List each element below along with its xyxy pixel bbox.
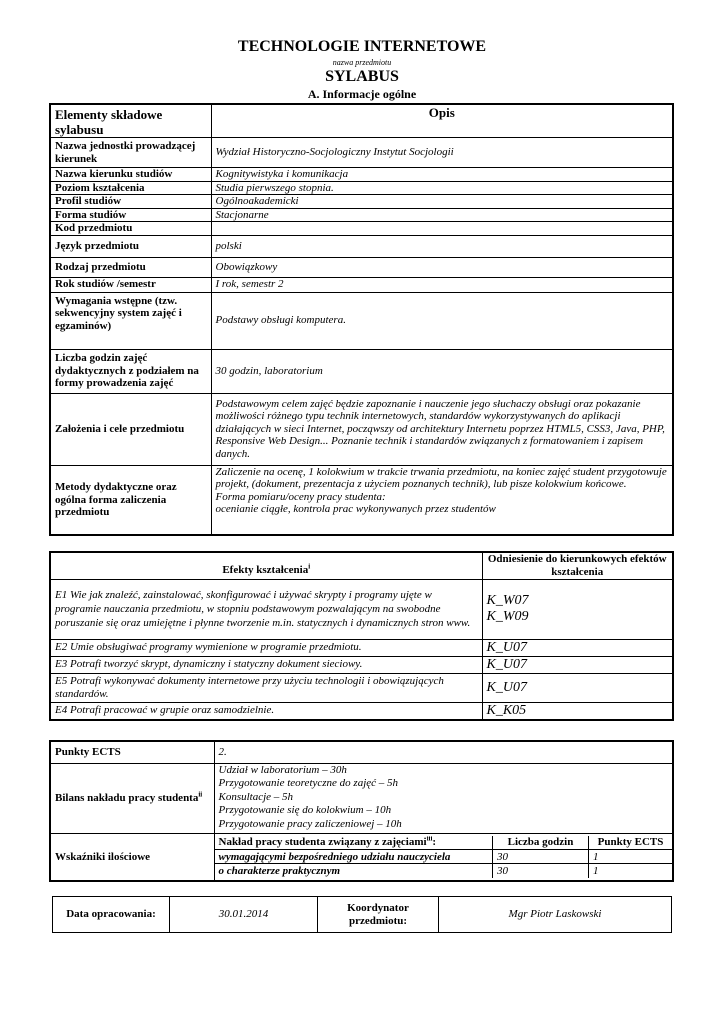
methods-line: Zaliczenie na ocenę, 1 kolokwium w trakcie trwania przedmiotu, na koniec zajęć student przygotowuje projekt, (dokument, prezentacja z użyciem poznanych technik), lub pisze kolokwium końcowe. xyxy=(215,465,667,490)
table-row xyxy=(50,222,673,236)
row-label: Nazwa jednostki prowadzącej kierunek xyxy=(50,138,211,168)
indicator-ects: 1 xyxy=(589,850,673,864)
row-label: Liczba godzin zajęć dydaktycznych z podziałem na formy prowadzenia zajęć xyxy=(50,349,211,393)
table-row xyxy=(215,864,673,878)
row-value: polski xyxy=(211,235,673,257)
subject-caption: nazwa przedmiotu xyxy=(332,58,392,67)
row-value: Stacjonarne xyxy=(211,208,673,222)
row-value: Ogólnoakademicki xyxy=(211,195,673,209)
table-row xyxy=(50,673,673,702)
table-row xyxy=(50,702,673,720)
outcome-ref: K_U07 xyxy=(482,673,673,702)
outcome-ref: K_U07 xyxy=(482,656,673,673)
indicator-hours: 30 xyxy=(493,864,589,878)
row-value xyxy=(211,222,673,236)
row-value: Studia pierwszego stopnia. xyxy=(211,181,673,195)
balance-label xyxy=(50,763,214,833)
ects-points-label: Punkty ECTS xyxy=(50,741,214,763)
table-row xyxy=(50,181,673,195)
indicators-header-text: Nakład pracy studenta związany z zajęciami xyxy=(218,836,427,849)
indicators-cell xyxy=(214,833,673,881)
row-label: Profil studiów xyxy=(50,195,211,209)
row-label: Język przedmiotu xyxy=(50,235,211,257)
indicators-header xyxy=(215,836,493,850)
methods-line: ocenianie ciągłe, kontrola prac wykonywanych przez studentów xyxy=(215,503,496,515)
indicator-label: wymagającymi bezpośredniego udziału nauczyciela xyxy=(215,850,493,864)
table-row xyxy=(215,850,673,864)
balance-item: Przygotowanie się do kolokwium – 10h xyxy=(218,804,392,816)
row-value: Podstawy obsługi komputera. xyxy=(211,292,673,349)
table-row xyxy=(50,393,673,465)
row-value xyxy=(211,465,673,535)
indicators-header-suffix: : xyxy=(432,836,437,849)
reference-header: Odniesienie do kierunkowych efektów kształcenia xyxy=(482,552,673,579)
outcome-ref: K_W07 xyxy=(486,593,529,608)
table-row xyxy=(50,208,673,222)
indicators-table xyxy=(215,836,673,878)
row-label: Rodzaj przedmiotu xyxy=(50,257,211,277)
col-elements-header: Elementy składowe sylabusu xyxy=(50,104,211,138)
table-row xyxy=(50,195,673,209)
section-a-heading: A. Informacje ogólne xyxy=(307,87,417,101)
outcome-ref: K_U07 xyxy=(482,639,673,656)
indicator-ects: 1 xyxy=(589,864,673,878)
table-row xyxy=(50,292,673,349)
footnote-ii: ii xyxy=(198,790,203,799)
table-row xyxy=(50,579,673,639)
row-label: Poziom kształcenia xyxy=(50,181,211,195)
effects-header xyxy=(50,552,482,579)
outcome-refs xyxy=(482,579,673,639)
table-row xyxy=(50,138,673,168)
balance-item: Konsultacje – 5h xyxy=(218,790,294,803)
date-value: 30.01.2014 xyxy=(170,897,318,933)
ects-table xyxy=(49,740,674,882)
table-row xyxy=(50,277,673,292)
table-row xyxy=(50,656,673,673)
date-label: Data opracowania: xyxy=(53,897,170,933)
ects-header: Punkty ECTS xyxy=(589,836,673,850)
row-label: Założenia i cele przedmiotu xyxy=(50,393,211,465)
outcomes-table xyxy=(49,551,674,721)
row-label: Wymagania wstępne (tzw. sekwencyjny system zajęć i egzaminów) xyxy=(50,292,211,349)
outcome-text: E4 Potrafi pracować w grupie oraz samodzielnie. xyxy=(50,702,482,720)
coordinator-value: Mgr Piotr Laskowski xyxy=(439,897,672,933)
row-value: I rok, semestr 2 xyxy=(211,277,673,292)
footnote-i: i xyxy=(308,562,311,571)
row-value: Wydział Historyczno-Socjologiczny Instytut Socjologii xyxy=(211,138,673,168)
table-row xyxy=(50,257,673,277)
table-row xyxy=(50,168,673,182)
indicators-label: Wskaźniki ilościowe xyxy=(50,833,214,881)
row-label: Kod przedmiotu xyxy=(50,222,211,236)
row-value: 30 godzin, laboratorium xyxy=(211,349,673,393)
row-label: Forma studiów xyxy=(50,208,211,222)
row-value: Obowiązkowy xyxy=(211,257,673,277)
subject-title: TECHNOLOGIE INTERNETOWE xyxy=(237,38,487,55)
ects-points-value: 2. xyxy=(214,741,673,763)
outcome-ref: K_W09 xyxy=(486,609,529,624)
doc-type-title: SYLABUS xyxy=(325,68,399,85)
hours-header: Liczba godzin xyxy=(493,836,589,850)
outcome-text: E5 Potrafi wykonywać dokumenty internetowe przy użyciu technologii i obowiązujących standardów. xyxy=(50,673,482,702)
row-value: Kognitywistyka i komunikacja xyxy=(211,168,673,182)
row-label: Rok studiów /semestr xyxy=(50,277,211,292)
balance-label-text: Bilans nakładu pracy studenta xyxy=(55,791,199,804)
table-row xyxy=(50,639,673,656)
table-row xyxy=(50,465,673,535)
row-value: Podstawowym celem zajęć będzie zapoznanie i nauczenie jego słuchaczy obsługi oraz pokazanie możliwości różnego typu technik internetowych, standardów wykorzystywanych do aplikacji działających w sieci Internet, począwszy od architektury Internetu poprzez HTML5, CSS3, Java, PHP, Responsive Web Design... Poznanie technik i standardów związanych z formatowaniem i zapisem danych. xyxy=(211,393,673,465)
indicator-hours: 30 xyxy=(493,850,589,864)
balance-item: Udział w laboratorium – 30h xyxy=(218,763,347,776)
outcome-ref: K_K05 xyxy=(482,702,673,720)
outcome-text: E1 Wie jak znaleźć, zainstalować, skonfigurować i używać skrypty i programy ujęte w programie nauczania przedmiotu, w stopniu podstawowym pozwalającym na swobodne poruszanie się oraz umiejętne i płynne tworzenie m.in. statycznych i dynamicznych stron www. xyxy=(50,579,482,639)
general-info-table xyxy=(49,103,674,536)
methods-line: Forma pomiaru/oceny pracy studenta: xyxy=(215,490,386,503)
footnote-iii: iii xyxy=(426,835,433,843)
effects-header-text: Efekty kształcenia xyxy=(222,564,309,576)
balance-item: Przygotowanie teoretyczne do zajęć – 5h xyxy=(218,777,399,789)
coordinator-label: Koordynator przedmiotu: xyxy=(318,897,439,933)
balance-items xyxy=(214,763,673,833)
balance-item: Przygotowanie pracy zaliczeniowej – 10h xyxy=(218,817,402,830)
row-label: Nazwa kierunku studiów xyxy=(50,168,211,182)
outcome-text: E2 Umie obsługiwać programy wymienione w programie przedmiotu. xyxy=(50,639,482,656)
table-row xyxy=(50,349,673,393)
indicator-label: o charakterze praktycznym xyxy=(215,864,493,878)
row-label: Metody dydaktyczne oraz ogólna forma zaliczenia przedmiotu xyxy=(50,465,211,535)
table-row xyxy=(50,235,673,257)
outcome-text: E3 Potrafi tworzyć skrypt, dynamiczny i statyczny dokument sieciowy. xyxy=(50,656,482,673)
footer-table xyxy=(52,896,672,933)
col-desc-header: Opis xyxy=(211,104,673,138)
